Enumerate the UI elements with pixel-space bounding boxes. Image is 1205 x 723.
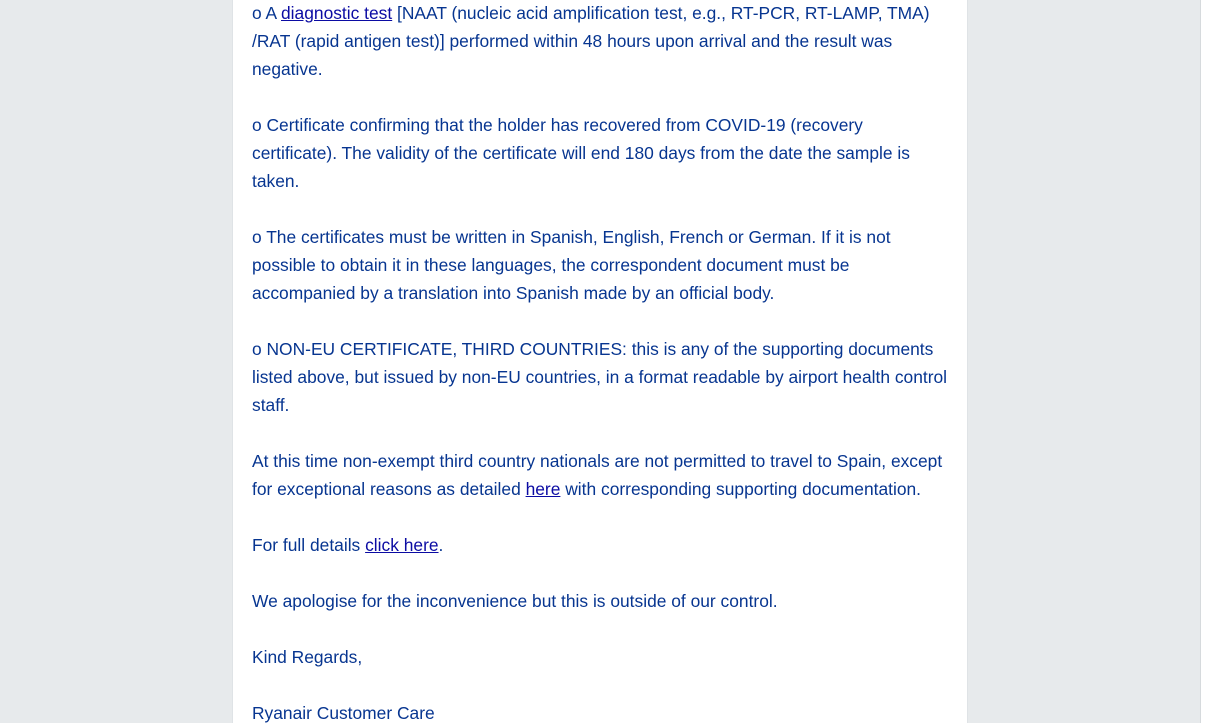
paragraph-full-details [252,531,952,559]
email-body-card [232,0,968,723]
paragraph-diagnostic-test [252,0,952,83]
paragraph-certificate-languages: o The certificates must be written in Spanish, English, French or German. If it is not possible to obtain it in these languages, the correspondent document must be accompanied by a translation into Spanish made by an official body. [252,227,891,303]
email-content [252,0,952,723]
full-details-prefix: For full details [252,535,366,555]
paragraph-signature: Ryanair Customer Care [252,703,435,723]
here-link[interactable]: here [525,479,561,499]
third-country-prefix: At this time non-exempt third country nationals are not permitted to travel to Spain, except for exceptional reasons as detailed [252,451,943,499]
paragraph-recovery-certificate: o Certificate confirming that the holder has recovered from COVID-19 (recovery certificate). The validity of the certificate will end 180 days from the date the sample is taken. [252,115,910,191]
diagnostic-test-link[interactable]: diagnostic test [281,3,393,23]
window-edge [1200,0,1205,723]
third-country-suffix: with corresponding supporting documentation. [560,479,921,499]
paragraph-apology: We apologise for the inconvenience but this is outside of our control. [252,591,778,611]
paragraph-non-eu-certificate: o NON-EU CERTIFICATE, THIRD COUNTRIES: this is any of the supporting documents listed above, but issued by non-EU countries, in a format readable by airport health control staff. [252,339,948,415]
diagnostic-test-suffix: [NAAT (nucleic acid amplification test, e.g., RT-PCR, RT-LAMP, TMA) /RAT (rapid antigen test)] performed within 48 hours upon arrival and the result was negative. [252,3,930,79]
diagnostic-test-prefix: o A [252,3,282,23]
full-details-suffix: . [438,535,444,555]
paragraph-third-country-nationals [252,447,952,503]
paragraph-closing: Kind Regards, [252,647,363,667]
click-here-link[interactable]: click here [365,535,439,555]
